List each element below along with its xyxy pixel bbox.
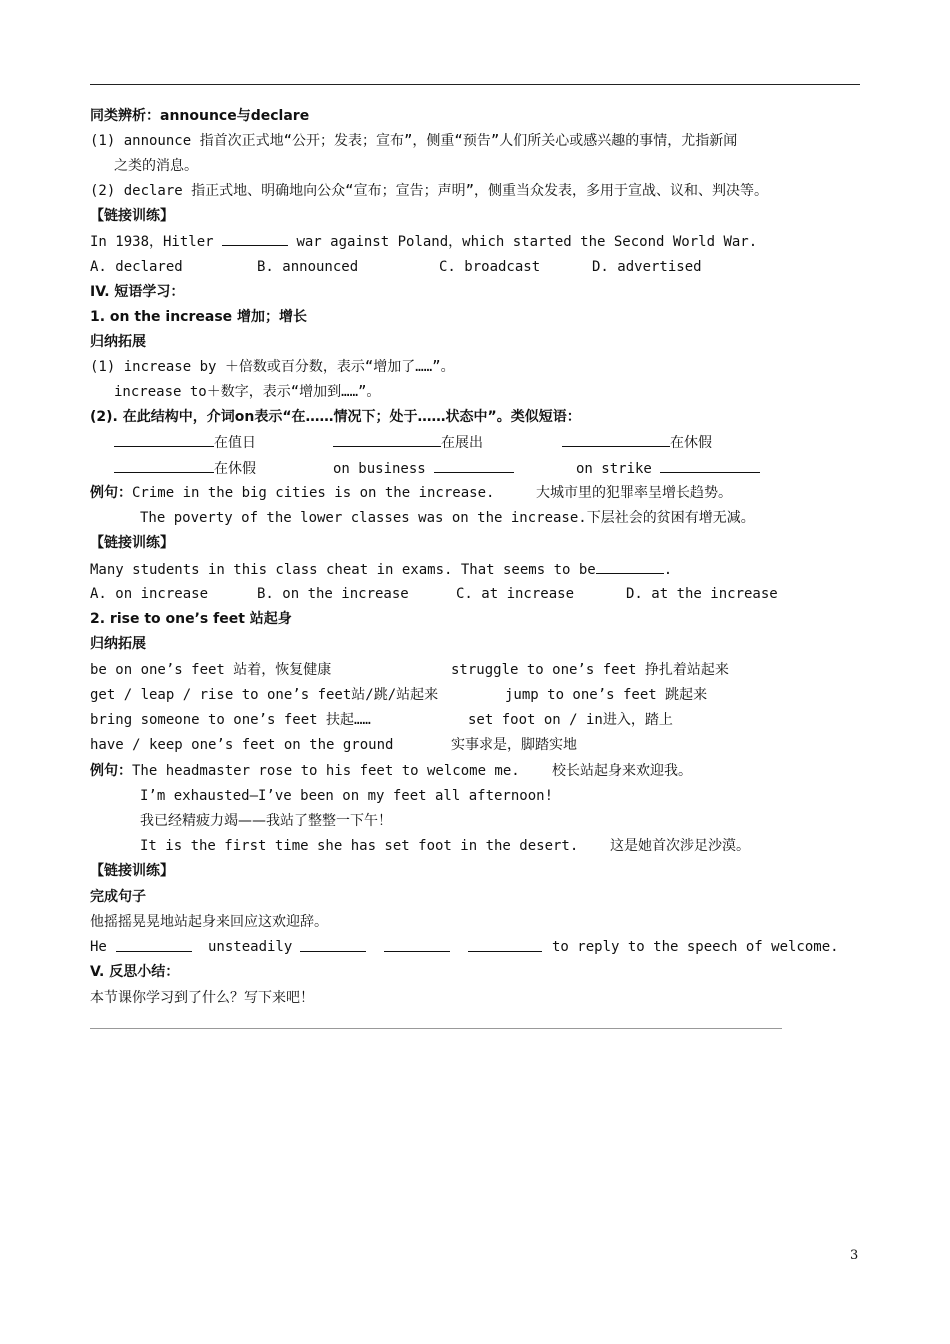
answer-blank[interactable] bbox=[434, 458, 514, 473]
example-translation: 校长站起身来欢迎我。 bbox=[552, 763, 692, 779]
phrase-item: have / keep one’s feet on the ground bbox=[90, 737, 394, 753]
phrase-item: jump to one’s feet 跳起来 bbox=[505, 687, 708, 703]
answer-blank[interactable] bbox=[384, 937, 450, 958]
option-d: D. at the increase bbox=[626, 586, 778, 602]
summary-heading: 归纳拓展 bbox=[90, 334, 146, 350]
example-translation: 这是她首次涉足沙漠。 bbox=[610, 838, 750, 854]
phrase-item: struggle to one’s feet 挣扎着站起来 bbox=[451, 662, 729, 678]
section-heading-announce-declare: 同类辨析：announce与declare bbox=[90, 108, 310, 124]
translation-exercise: unsteadily bbox=[208, 939, 293, 955]
phrase-blank-item: 在值日 bbox=[114, 432, 256, 453]
page-number: 3 bbox=[850, 1248, 859, 1263]
answer-blank[interactable] bbox=[468, 937, 542, 958]
section-heading-phrases: IV. 短语学习： bbox=[90, 284, 185, 300]
option-c: C. broadcast bbox=[439, 259, 541, 275]
translation-exercise: He bbox=[90, 939, 107, 955]
phrase-blank-item: on strike bbox=[576, 458, 760, 479]
header-rule bbox=[90, 84, 860, 85]
example-row: The poverty of the lower classes was on the increase.下层社会的贫困有增无减。 bbox=[140, 510, 755, 526]
example-translation: 我已经精疲力竭——我站了整整一下午！ bbox=[140, 813, 392, 829]
phrase-item: 实事求是，脚踏实地 bbox=[451, 737, 577, 753]
text-line: increase to＋数字，表示“增加到……”。 bbox=[114, 384, 381, 400]
summary-heading: 归纳拓展 bbox=[90, 636, 146, 652]
practice-heading: 【链接训练】 bbox=[90, 535, 174, 551]
reflection-prompt: 本节课你学习到了什么？写下来吧！ bbox=[90, 990, 314, 1006]
translation-exercise: to reply to the speech of welcome. bbox=[552, 939, 839, 955]
phrase-heading-2: 2. rise to one’s feet 站起身 bbox=[90, 611, 292, 627]
phrase-heading-1: 1. on the increase 增加；增长 bbox=[90, 309, 308, 325]
phrase-item: get / leap / rise to one’s feet站/跳/站起来 bbox=[90, 687, 439, 703]
section-heading-reflection: V. 反思小结： bbox=[90, 964, 180, 980]
answer-blank[interactable] bbox=[333, 432, 441, 447]
example-row: I’m exhausted—I’ve been on my feet all afternoon! bbox=[140, 788, 554, 804]
option-d: D. advertised bbox=[592, 259, 702, 275]
exercise-sentence: Many students in this class cheat in exams. That seems to be . bbox=[90, 559, 672, 580]
text-line: (1) announce 指首次正式地“公开；发表；宣布”，侧重“预告”人们所关心或感兴趣的事情，尤指新闻 bbox=[90, 133, 738, 149]
example-row: It is the first time she has set foot in the desert. bbox=[140, 838, 579, 854]
text-line-bold: (2). 在此结构中，介词on表示“在……情况下；处于……状态中”。类似短语： bbox=[90, 409, 581, 425]
answer-blank[interactable] bbox=[114, 458, 214, 473]
reflection-answer-line[interactable] bbox=[90, 1028, 782, 1029]
chinese-prompt: 他摇摇晃晃地站起身来回应这欢迎辞。 bbox=[90, 914, 328, 930]
example-row: 例句：Crime in the big cities is on the increase. bbox=[90, 485, 495, 501]
text-line: (1) increase by ＋倍数或百分数，表示“增加了……”。 bbox=[90, 359, 455, 375]
practice-heading: 【链接训练】 bbox=[90, 208, 174, 224]
example-row: 例句：The headmaster rose to his feet to welcome me. bbox=[90, 763, 520, 779]
answer-blank[interactable] bbox=[114, 432, 214, 447]
answer-blank[interactable] bbox=[596, 559, 664, 574]
practice-heading: 【链接训练】 bbox=[90, 863, 174, 879]
option-b: B. announced bbox=[257, 259, 359, 275]
phrase-blank-item: 在休假 bbox=[114, 458, 256, 479]
answer-blank[interactable] bbox=[300, 937, 366, 958]
phrase-blank-item: 在展出 bbox=[333, 432, 483, 453]
complete-sentence-heading: 完成句子 bbox=[90, 889, 146, 905]
phrase-blank-item: 在休假 bbox=[562, 432, 712, 453]
option-a: A. on increase bbox=[90, 586, 209, 602]
answer-blank[interactable] bbox=[222, 231, 288, 246]
option-c: C. at increase bbox=[456, 586, 575, 602]
answer-blank[interactable] bbox=[660, 458, 760, 473]
phrase-blank-item: on business bbox=[333, 458, 514, 479]
answer-blank[interactable] bbox=[116, 937, 192, 958]
example-translation: 大城市里的犯罪率呈增长趋势。 bbox=[536, 485, 732, 501]
text-line: (2) declare 指正式地、明确地向公众“宣布；宣告；声明”，侧重当众发表，多用于宣战、议和、判决等。 bbox=[90, 183, 768, 199]
exercise-sentence: In 1938，Hitler war against Poland，which started the Second World War. bbox=[90, 231, 757, 252]
answer-blank[interactable] bbox=[562, 432, 670, 447]
phrase-item: be on one’s feet 站着，恢复健康 bbox=[90, 662, 332, 678]
option-b: B. on the increase bbox=[257, 586, 409, 602]
text-line: 之类的消息。 bbox=[114, 158, 198, 174]
phrase-item: bring someone to one’s feet 扶起…… bbox=[90, 712, 371, 728]
option-a: A. declared bbox=[90, 259, 183, 275]
phrase-item: set foot on / in进入，踏上 bbox=[468, 712, 673, 728]
